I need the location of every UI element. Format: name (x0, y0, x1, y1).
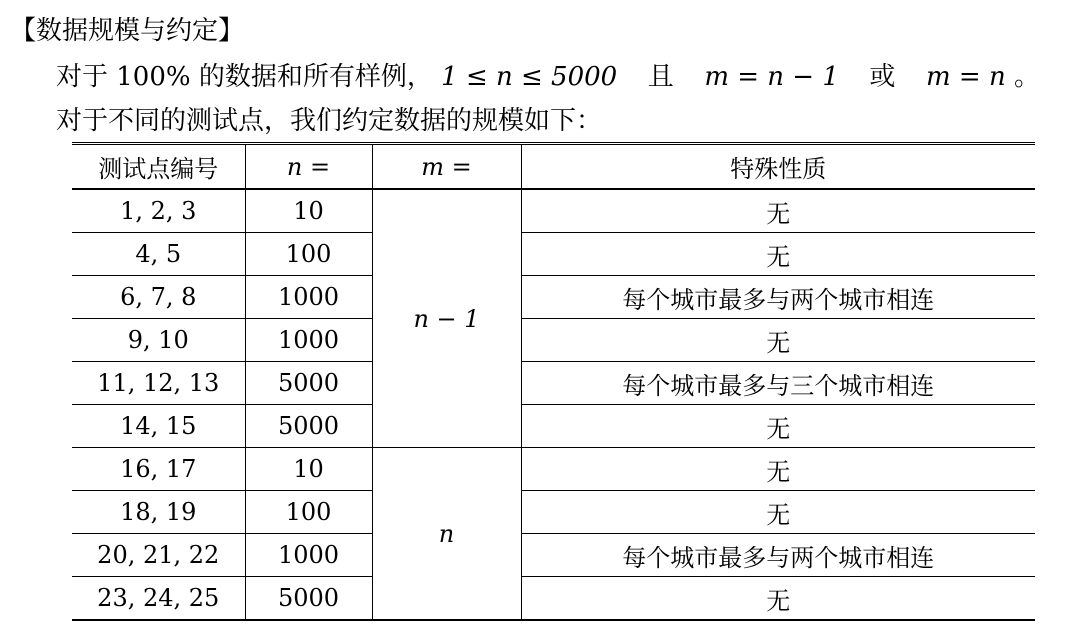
table-row (72, 276, 1035, 319)
section-title: 【数据规模与约定】 (10, 16, 245, 46)
header-n: n = (245, 144, 372, 190)
data-scale-table (72, 142, 1035, 621)
m-value-cell: n − 1 (372, 189, 521, 448)
constraint-line (56, 60, 1040, 94)
n-value-cell: 5000 (245, 362, 372, 405)
or-word: 或 (869, 62, 896, 92)
n-value-cell: 10 (245, 448, 372, 491)
test-id-cell: 14, 15 (72, 405, 245, 448)
property-cell: 无 (521, 233, 1035, 276)
test-id-cell: 6, 7, 8 (72, 276, 245, 319)
n-value-cell: 5000 (245, 405, 372, 448)
table-row (72, 319, 1035, 362)
period: 。 (1013, 62, 1040, 92)
header-property: 特殊性质 (521, 144, 1035, 190)
m-value-cell: n (372, 448, 521, 621)
property-cell: 无 (521, 319, 1035, 362)
table-header-row (72, 144, 1035, 190)
test-id-cell: 9, 10 (72, 319, 245, 362)
and-word: 且 (647, 62, 674, 92)
test-id-cell: 18, 19 (72, 491, 245, 534)
m-equals-n: m = n (925, 62, 1006, 92)
n-value-cell: 100 (245, 491, 372, 534)
property-cell: 无 (521, 491, 1035, 534)
property-cell: 无 (521, 577, 1035, 621)
n-value-cell: 1000 (245, 276, 372, 319)
table-row (72, 189, 1035, 233)
property-cell: 每个城市最多与两个城市相连 (521, 276, 1035, 319)
scale-intro: 对于不同的测试点，我们约定数据的规模如下： (56, 106, 603, 136)
test-id-cell: 20, 21, 22 (72, 534, 245, 577)
table-row (72, 233, 1035, 276)
test-id-cell: 23, 24, 25 (72, 577, 245, 621)
table-row (72, 534, 1035, 577)
header-m: m = (372, 144, 521, 190)
table-row (72, 491, 1035, 534)
n-value-cell: 1000 (245, 534, 372, 577)
n-value-cell: 10 (245, 189, 372, 233)
n-value-cell: 1000 (245, 319, 372, 362)
table-row (72, 448, 1035, 491)
property-cell: 无 (521, 189, 1035, 233)
property-cell: 无 (521, 405, 1035, 448)
n-value-cell: 100 (245, 233, 372, 276)
property-cell: 每个城市最多与两个城市相连 (521, 534, 1035, 577)
constraint-prefix: 对于 100% 的数据和所有样例， (56, 62, 433, 92)
n-range: 1 ≤ n ≤ 5000 (441, 62, 618, 92)
property-cell: 无 (521, 448, 1035, 491)
property-cell: 每个城市最多与三个城市相连 (521, 362, 1035, 405)
header-test-id: 测试点编号 (72, 144, 245, 190)
test-id-cell: 1, 2, 3 (72, 189, 245, 233)
table-row (72, 405, 1035, 448)
test-id-cell: 16, 17 (72, 448, 245, 491)
table-row (72, 577, 1035, 621)
n-value-cell: 5000 (245, 577, 372, 621)
m-equals-n-minus-1: m = n − 1 (704, 62, 839, 92)
test-id-cell: 4, 5 (72, 233, 245, 276)
test-id-cell: 11, 12, 13 (72, 362, 245, 405)
table-row (72, 362, 1035, 405)
